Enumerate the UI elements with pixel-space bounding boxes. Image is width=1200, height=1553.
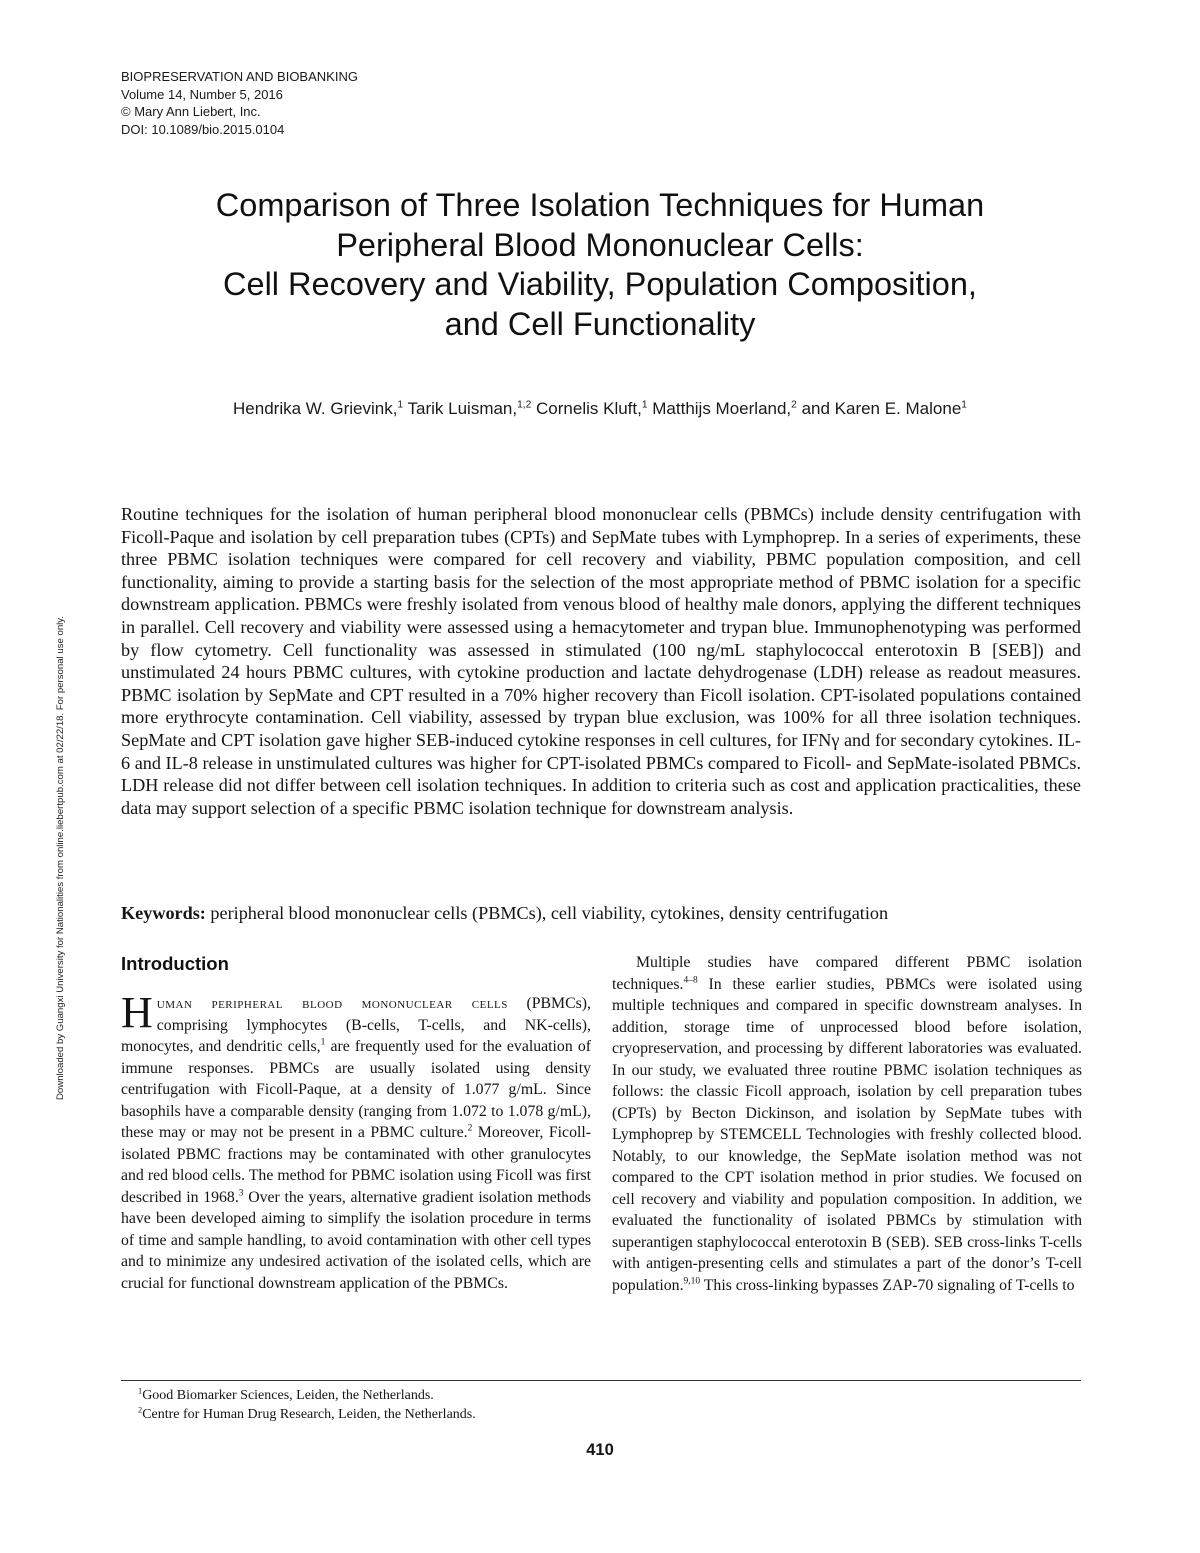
- intro-text: (PBMCs), comprising lymphocytes (B-cells, T-cells, and NK-cells), monocytes, and dendritic cells,: [121, 995, 591, 1055]
- intro-text: This cross-linking bypasses ZAP-70 signaling of T-cells to: [700, 1276, 1075, 1294]
- intro-text: Over the years, alternative gradient isolation methods have been developed aiming to simplify the isolation procedure in terms of time and sample handling, to avoid contamination with other cell types and to minimize any undesired activation of the isolated cells, which are crucial for functional downstream application of the PBMCs.: [121, 1188, 591, 1292]
- intro-text: are frequently used for the evaluation of immune responses. PBMCs are usually isolated using density centrifugation with Ficoll-Paque, at a density of 1.077 g/mL. Since basophils have a comparable density (ranging from 1.072 to 1.078 g/mL), these may or may not be present in a PBMC culture.: [121, 1038, 591, 1141]
- abstract-text: Routine techniques for the isolation of human peripheral blood mononuclear cells (PBMCs) include density centrifugation with Ficoll-Paque and isolation by cell preparation tubes (CPTs) and SepMate tubes with Lymphoprep. In a series of experiments, these three PBMC isolation techniques were compared for cell recovery and viability, PBMC population composition, and cell functionality, aiming to provide a starting basis for the selection of the most appropriate method of PBMC isolation for a specific downstream application. PBMCs were freshly isolated from venous blood of healthy male donors, applying the different techniques in parallel. Cell recovery and viability were assessed using a hemacytometer and trypan blue. Immunophenotyping was performed by flow cytometry. Cell functionality was assessed in stimulated (100 ng/mL staphylococcal enterotoxin B [SEB]) and unstimulated 24 hours PBMC cultures, with cytokine production and lactate dehydrogenase (LDH) release as readout measures. PBMC isolation by SepMate and CPT resulted in a 70% higher recovery than Ficoll isolation. CPT-isolated populations contained more erythrocyte contamination. Cell viability, assessed by trypan blue exclusion, was 100% for all three isolation techniques. SepMate and CPT isolation gave higher SEB-induced cytokine responses in cell cultures, for IFNγ and for secondary cytokines. IL-6 and IL-8 release in unstimulated cultures was higher for CPT-isolated PBMCs compared to Ficoll- and SepMate-isolated PBMCs. LDH release did not differ between cell isolation techniques. In addition to criteria such as cost and application practicalities, these data may support selection of a specific PBMC isolation technique for downstream analysis.: [121, 504, 1081, 818]
- journal-copyright: © Mary Ann Liebert, Inc.: [121, 104, 261, 119]
- author-list: [100, 398, 1100, 420]
- page-number: 410: [586, 1441, 614, 1459]
- author-name: Cornelis Kluft,: [536, 399, 642, 418]
- title-line-3: Cell Recovery and Viability, Population Composition,: [223, 266, 977, 302]
- author-affiliation: 1: [397, 399, 404, 411]
- article-title: [100, 186, 1100, 344]
- drop-cap: H: [121, 988, 153, 1037]
- journal-name: BIOPRESERVATION AND BIOBANKING: [121, 69, 358, 84]
- footnote: [138, 1386, 476, 1405]
- author-affiliation: 1: [961, 399, 967, 411]
- footnote-text: Centre for Human Drug Research, Leiden, the Netherlands.: [142, 1407, 476, 1422]
- author-name: Tarik Luisman,: [407, 399, 518, 418]
- intro-text: In these earlier studies, PBMCs were isolated using multiple techniques and compared in specific downstream analyses. In addition, storage time of unprocessed blood before isolation, cryopreservation, and processing by different laboratories was evaluated. In our study, we evaluated three routine PBMC isolation techniques as follows: the classic Ficoll approach, isolation by cell preparation tubes (CPTs) by Becton Dickinson, and isolation by SepMate tubes with Lymphoprep by STEMCELL Technologies with freshly collected blood. Notably, to our knowledge, the SepMate isolation method was not compared to the CPT isolation method in prior studies. We focused on cell recovery and viability and population composition. In addition, we evaluated the functionality of isolated PBMCs by stimulation with superantigen staphylococcal enterotoxin B (SEB). SEB cross-links T-cells with antigen-presenting cells and stimulates a part of the donor’s T-cell population.: [612, 975, 1082, 1294]
- citation: 2: [467, 1123, 473, 1134]
- journal-header: [121, 68, 358, 138]
- keywords-label: Keywords:: [121, 903, 206, 923]
- abstract: [121, 503, 1081, 819]
- journal-volume: Volume 14, Number 5, 2016: [121, 86, 283, 102]
- author-affiliation: 1: [641, 399, 648, 411]
- citation: 1: [320, 1037, 326, 1048]
- keywords-text: peripheral blood mononuclear cells (PBMCs), cell viability, cytokines, density centrifugation: [210, 903, 889, 923]
- footnote-marker: 2: [138, 1405, 143, 1415]
- lead-in-smallcaps: uman peripheral blood mononuclear cells: [156, 995, 508, 1012]
- intro-paragraph: [121, 988, 592, 1294]
- intro-paragraph: [612, 952, 1082, 1296]
- citation: 9,10: [683, 1276, 701, 1287]
- footnote-rule: [121, 1380, 1081, 1381]
- title-line-2: Peripheral Blood Mononuclear Cells:: [336, 226, 864, 263]
- author-affiliation: 2: [791, 399, 797, 411]
- footnote-marker: 1: [138, 1386, 143, 1396]
- author-name: Hendrika W. Grievink,: [233, 399, 398, 418]
- download-watermark: Downloaded by Guangxi University for Nationalities from online.liebertpub.com at 02/22/18. For personal use only.: [55, 615, 66, 1100]
- intro-text: Moreover, Ficoll-isolated PBMC fractions may be contaminated with other granulocytes and red blood cells. The method for PBMC isolation using Ficoll was first described in 1968.: [121, 1124, 592, 1206]
- affiliation-footnotes: [138, 1386, 476, 1424]
- section-heading-introduction: Introduction: [121, 953, 229, 974]
- intro-left-column: [121, 988, 592, 1294]
- footnote: [138, 1405, 476, 1424]
- author-name: Matthijs Moerland,: [652, 399, 792, 418]
- author-affiliation: 1,2: [517, 399, 532, 411]
- journal-doi: DOI: 10.1089/bio.2015.0104: [121, 121, 285, 137]
- citation: 4–8: [683, 975, 698, 986]
- keywords: [121, 901, 1081, 925]
- title-line-1: Comparison of Three Isolation Techniques for Human: [215, 187, 985, 223]
- author-name: and Karen E. Malone: [801, 399, 962, 418]
- footnote-text: Good Biomarker Sciences, Leiden, the Netherlands.: [142, 1388, 434, 1403]
- citation: 3: [238, 1188, 244, 1199]
- intro-right-column: [612, 952, 1082, 1296]
- title-line-4: and Cell Functionality: [444, 305, 756, 342]
- intro-text: Multiple studies have compared different PBMC isolation techniques.: [612, 954, 1082, 993]
